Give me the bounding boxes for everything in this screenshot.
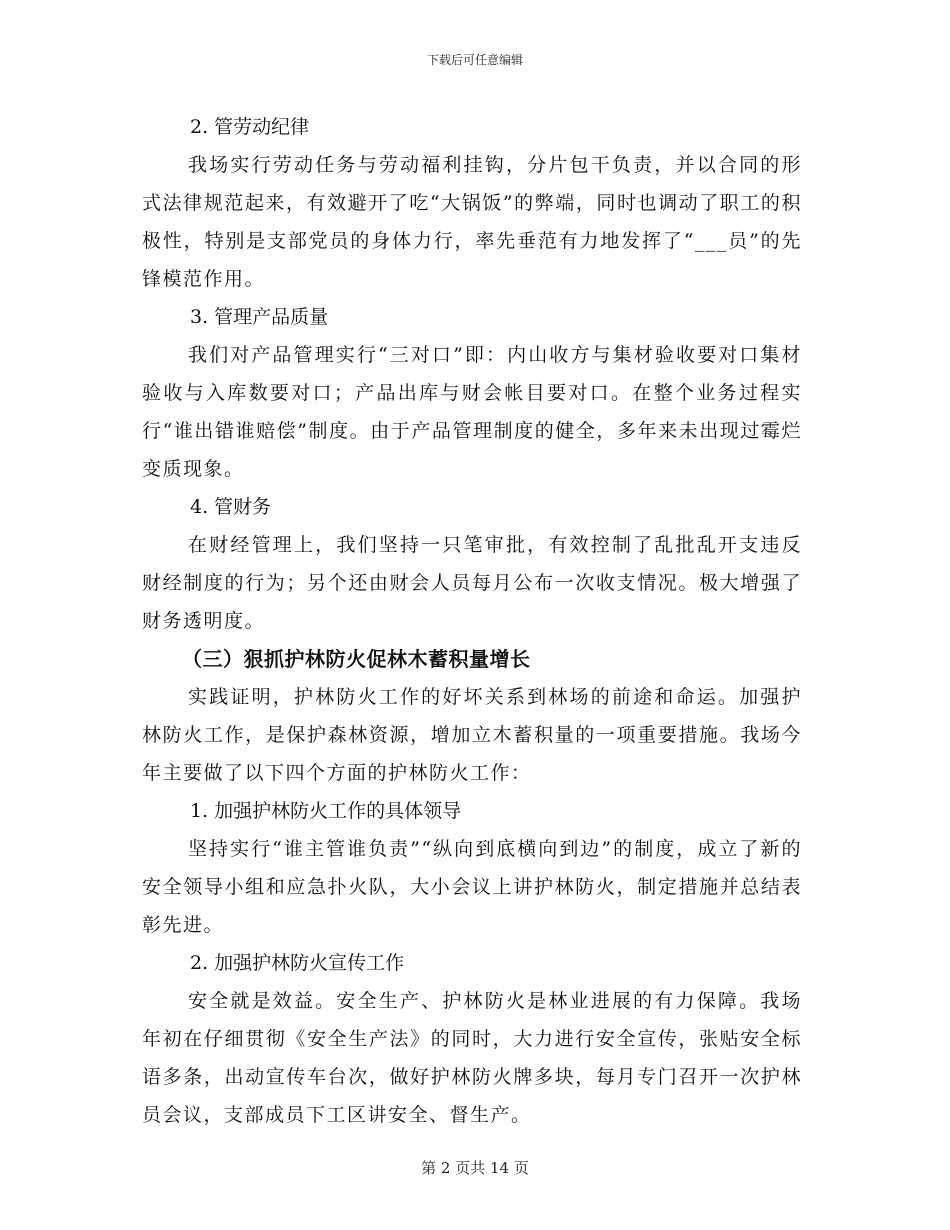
subheading-leadership: 1. 加强护林防火工作的具体领导 <box>190 800 462 822</box>
subheading-publicity: 2. 加强护林防火宣传工作 <box>190 952 405 974</box>
page-footer: 第 2 页共 14 页 <box>421 1159 529 1177</box>
paragraph-publicity: 安全就是效益。安全生产、护林防火是林业进展的有力保障。我场年初在仔细贯彻《安全生产法》的同时，大力进行安全宣传，张贴安全标语多条，出动宣传车台次，做好护林防火牌多块，每月专门召开一次护林员会议，支部成员下工区讲安全、督生产。 <box>142 990 802 1126</box>
page-header: 下载后可任意编辑 <box>426 53 523 67</box>
paragraph-fire-prevention-intro: 实践证明，护林防火工作的好坏关系到林场的前途和命运。加强护林防火工作，是保护森林资源，增加立木蓄积量的一项重要措施。我场今年主要做了以下四个方面的护林防火工作： <box>142 686 802 784</box>
paragraph-product-quality: 我们对产品管理实行“三对口”即：内山收方与集材验收要对口集材验收与入库数要对口；产品出库与财会帐目要对口。在整个业务过程实行“谁出错谁赔偿”制度。由于产品管理制度的健全，多年来未出现过霉烂变质现象。 <box>142 344 802 480</box>
subheading-product-quality: 3. 管理产品质量 <box>190 306 329 328</box>
paragraph-leadership: 坚持实行“谁主管谁负责”“纵向到底横向到边”的制度，成立了新的安全领导小组和应急扑火队，大小会议上讲护林防火，制定措施并总结表彰先进。 <box>142 838 802 936</box>
subheading-finance: 4. 管财务 <box>190 496 272 518</box>
paragraph-finance: 在财经管理上，我们坚持一只笔审批，有效控制了乱批乱开支违反财经制度的行为；另个还由财会人员每月公布一次收支情况。极大增强了财务透明度。 <box>142 534 802 632</box>
document-body <box>142 108 802 1134</box>
section-heading-fire-prevention: （三）狠抓护林防火促林木蓄积量增长 <box>182 647 531 671</box>
paragraph-labor-discipline: 我场实行劳动任务与劳动福利挂钩，分片包干负责，并以合同的形式法律规范起来，有效避开了吃“大锅饭”的弊端，同时也调动了职工的积极性，特别是支部党员的身体力行，率先垂范有力地发挥了“___员”的先锋模范作用。 <box>142 154 802 290</box>
subheading-labor-discipline: 2. 管劳动纪律 <box>190 116 310 138</box>
